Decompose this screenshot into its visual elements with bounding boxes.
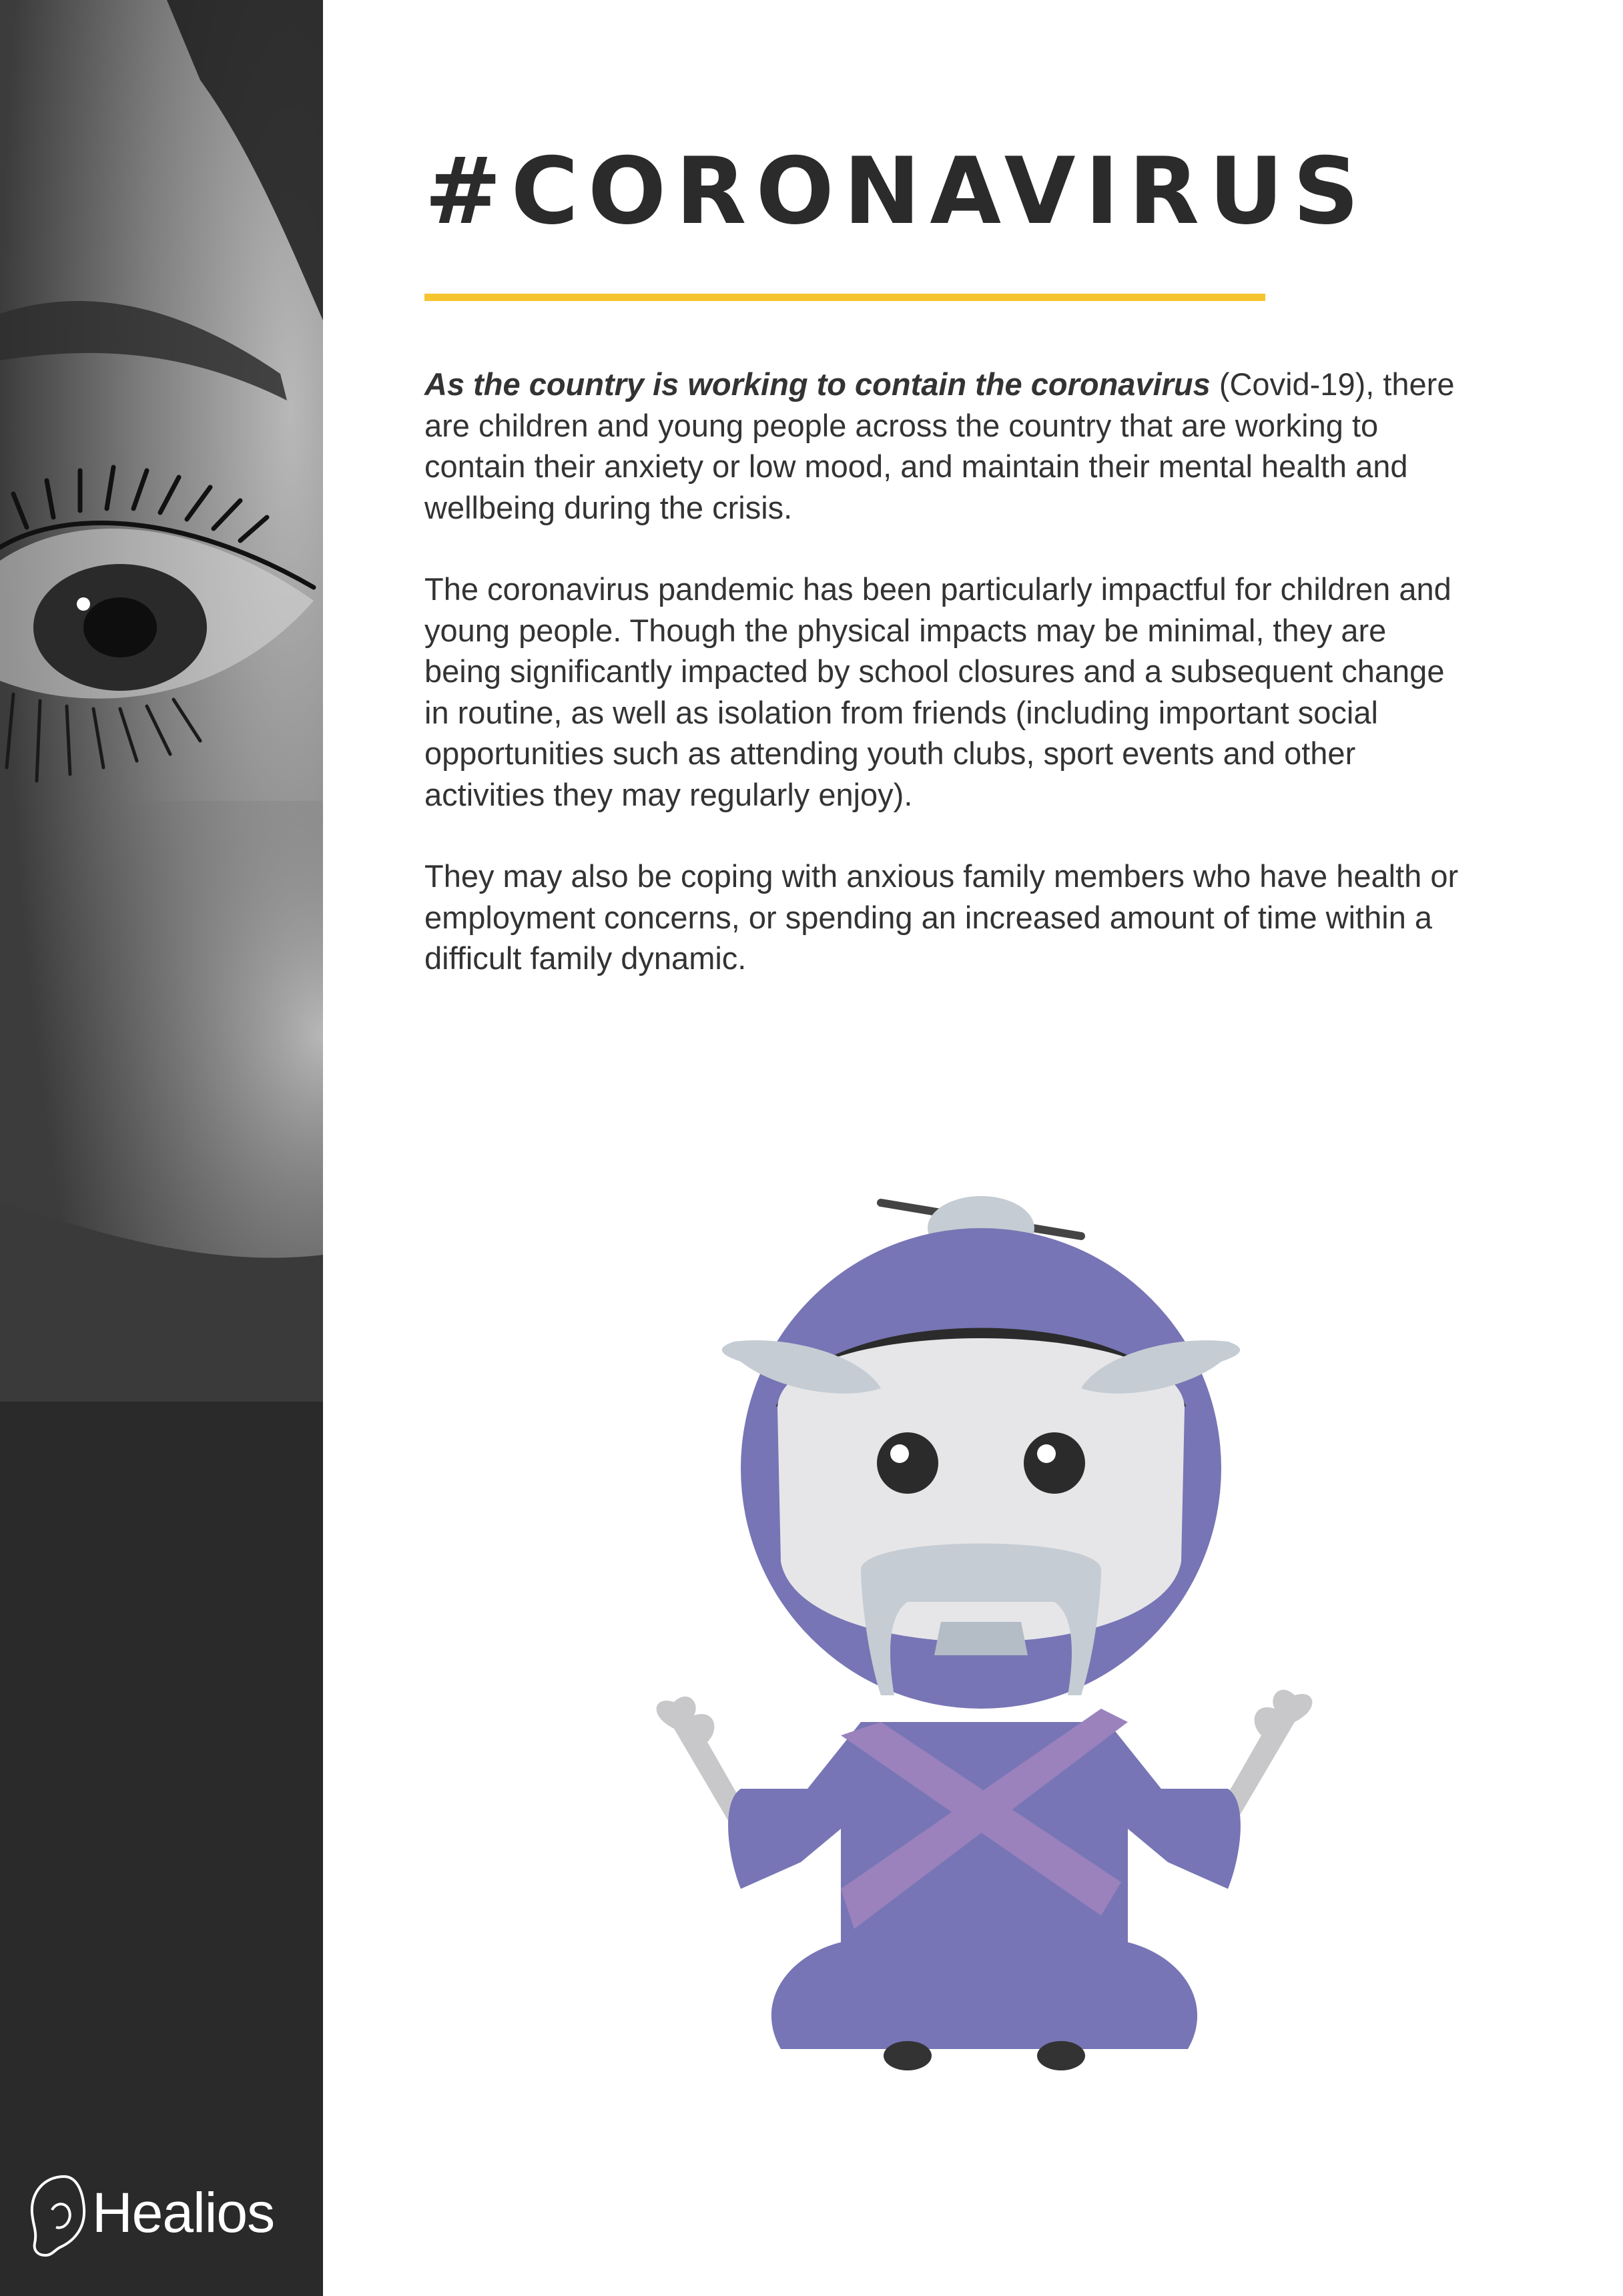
eye-photo-illustration	[0, 0, 323, 2296]
paragraph-2: The coronavirus pandemic has been particularly impactful for children and young people. Though the physical impacts may be minimal, they are being significantly impacted by school closures and a subsequent change in routine, as well as isolation from friends (including important social opportunities such as attending youth clubs, sport events and other activities they may regularly enjoy).	[424, 571, 1451, 812]
body-content	[424, 364, 1466, 1020]
right-foot	[1037, 2041, 1085, 2070]
left-eye	[877, 1432, 938, 1494]
right-eye-highlight	[1037, 1444, 1056, 1463]
left-foot	[884, 2041, 932, 2070]
left-eye-highlight	[890, 1444, 909, 1463]
right-eye	[1024, 1432, 1085, 1494]
title-underline	[424, 294, 1265, 301]
logo-text: Healios	[92, 2181, 275, 2244]
paragraph-1	[424, 364, 1466, 528]
side-photo	[0, 0, 323, 2296]
head-silhouette-icon	[25, 2173, 89, 2259]
robe	[728, 1722, 1241, 2049]
meditating-sage-mascot	[641, 1188, 1328, 2096]
paragraph-3: They may also be coping with anxious family members who have health or employment concerns, or spending an increased amount of time within a difficult family dynamic.	[424, 858, 1459, 976]
paragraph-1-rest: (Covid-19), there are children and young people across the country that are working to contain their anxiety or low mood, and maintain their mental health and wellbeing during the crisis.	[424, 366, 1455, 525]
healios-logo	[25, 2173, 306, 2259]
beard-tuft	[934, 1622, 1028, 1655]
page-title: #CORONAVIRUS	[424, 137, 1369, 245]
paragraph-1-lead: As the country is working to contain the coronavirus	[424, 366, 1211, 402]
